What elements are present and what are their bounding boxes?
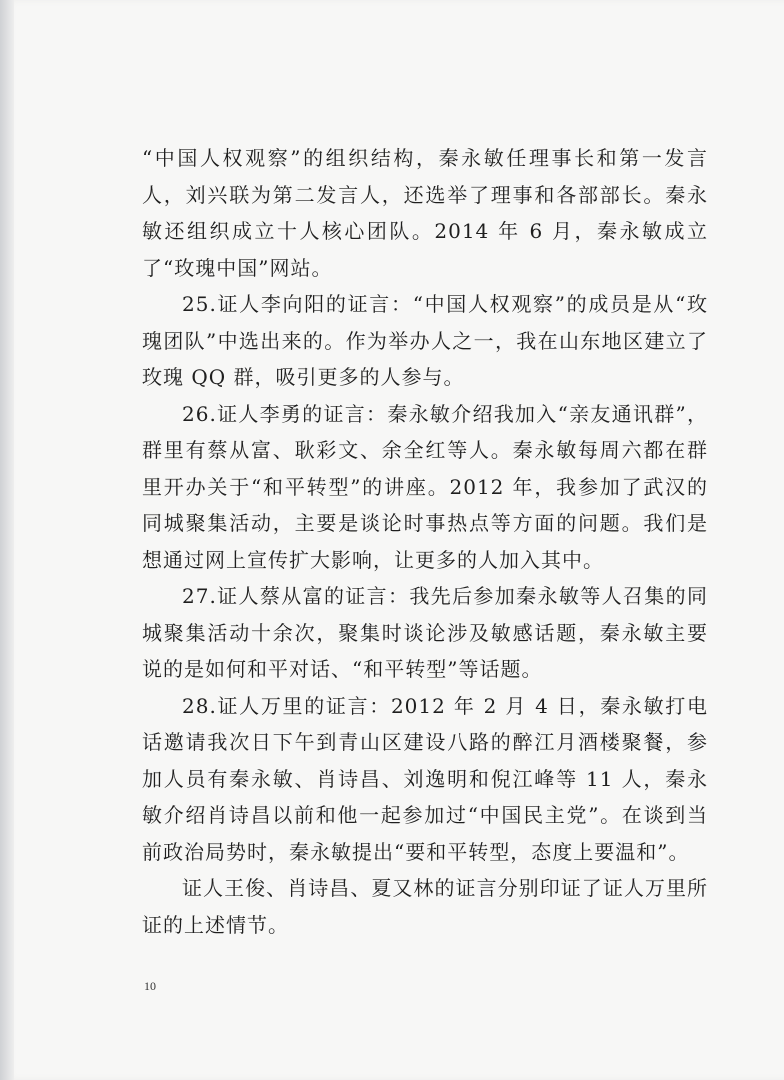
page-number: 10 [144, 979, 156, 993]
paragraph-corroboration: 证人王俊、肖诗昌、夏又林的证言分别印证了证人万里所证的上述情节。 [142, 876, 708, 937]
paragraph-25: 25.证人李向阳的证言：“中国人权观察”的成员是从“玫瑰团队”中选出来的。作为举办人之一，我在山东地区建立了玫瑰 QQ 群，吸引更多的人参与。 [142, 292, 708, 389]
paragraph-28: 28.证人万里的证言：2012 年 2 月 4 日，秦永敏打电话邀请我次日下午到青山区建设八路的醉江月酒楼聚餐，参加人员有秦永敏、肖诗昌、刘逸明和倪江峰等 11 人，秦永敏介绍肖诗昌以前和他一起参加过“中国民主党”。在谈到当前政治局势时，秦永敏提出“要和平转型，态度上要温和”。 [142, 693, 708, 864]
paragraph-26: 26.证人李勇的证言：秦永敏介绍我加入“亲友通讯群”，群里有蔡从富、耿彩文、余全红等人。秦永敏每周六都在群里开办关于“和平转型”的讲座。2012 年，我参加了武汉的同城聚集活动，主要是谈论时事热点等方面的问题。我们是想通过网上宣传扩大影响，让更多的人加入其中。 [142, 401, 708, 572]
document-body [142, 140, 708, 943]
paragraph-1: “中国人权观察”的组织结构，秦永敏任理事长和第一发言人，刘兴联为第二发言人，还选举了理事和各部部长。秦永敏还组织成立十人核心团队。2014 年 6 月，秦永敏成立了“玫瑰中国”网站。 [142, 146, 708, 280]
page-edge-shadow [0, 0, 14, 1080]
paragraph-27: 27.证人蔡从富的证言：我先后参加秦永敏等人召集的同城聚集活动十余次，聚集时谈论涉及敏感话题，秦永敏主要说的是如何和平对话、“和平转型”等话题。 [142, 584, 708, 681]
